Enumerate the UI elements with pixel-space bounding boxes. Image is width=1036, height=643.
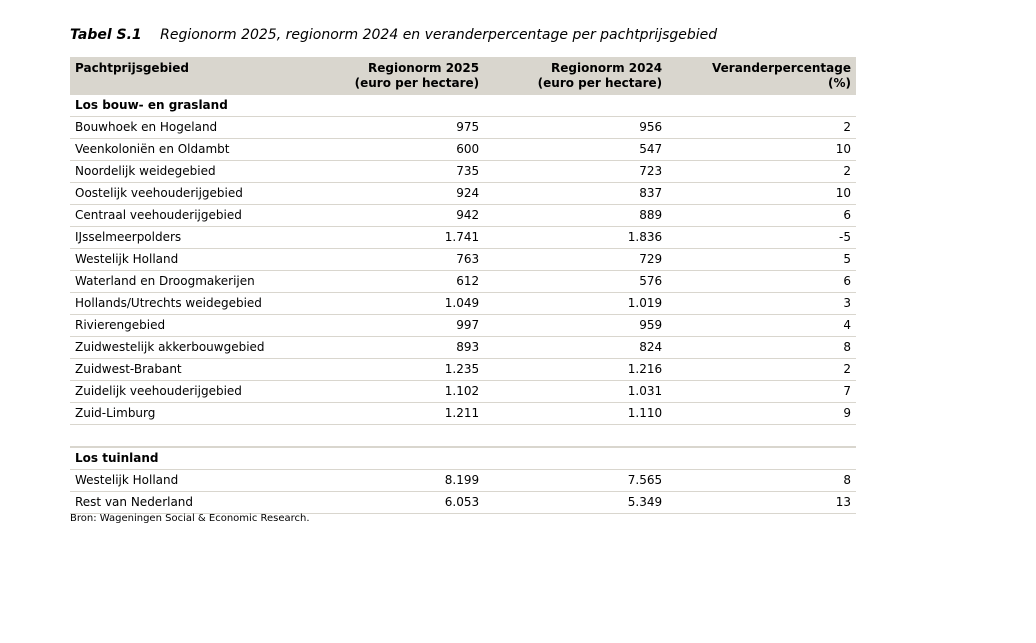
column-header-label: Pachtprijsgebied — [75, 61, 189, 75]
cell-pct: 2 — [667, 117, 856, 139]
spacer-cell — [70, 425, 856, 448]
cell-norm2025: 975 — [280, 117, 484, 139]
cell-pct: 6 — [667, 205, 856, 227]
cell-gebied: Hollands/Utrechts weidegebied — [70, 293, 280, 315]
cell-gebied: Zuidwest-Brabant — [70, 359, 280, 381]
cell-norm2025: 735 — [280, 161, 484, 183]
column-header-unit: (euro per hectare) — [537, 76, 663, 90]
table-row — [70, 403, 856, 425]
cell-gebied: Noordelijk weidegebied — [70, 161, 280, 183]
cell-norm2024: 1.110 — [484, 403, 667, 425]
cell-gebied: Waterland en Droogmakerijen — [70, 271, 280, 293]
table-row — [70, 205, 856, 227]
table-row — [70, 359, 856, 381]
cell-gebied: Rivierengebied — [70, 315, 280, 337]
cell-norm2025: 924 — [280, 183, 484, 205]
table-row — [70, 117, 856, 139]
column-header-label: Regionorm 2024 — [551, 61, 663, 75]
cell-norm2024: 1.836 — [484, 227, 667, 249]
cell-pct: 8 — [667, 470, 856, 492]
cell-norm2024: 837 — [484, 183, 667, 205]
column-header-veranderpercentage — [667, 57, 856, 95]
section-title: Los bouw- en grasland — [70, 95, 856, 117]
cell-gebied: Bouwhoek en Hogeland — [70, 117, 280, 139]
cell-norm2024: 956 — [484, 117, 667, 139]
table-row — [70, 227, 856, 249]
cell-norm2024: 547 — [484, 139, 667, 161]
table-label: Tabel S.1 — [70, 27, 142, 43]
cell-gebied: Westelijk Holland — [70, 470, 280, 492]
table-row — [70, 271, 856, 293]
cell-pct: 10 — [667, 183, 856, 205]
table-row — [70, 381, 856, 403]
column-header-unit: (euro per hectare) — [354, 76, 480, 90]
cell-norm2025: 1.211 — [280, 403, 484, 425]
cell-norm2025: 1.235 — [280, 359, 484, 381]
cell-pct: -5 — [667, 227, 856, 249]
cell-pct: 9 — [667, 403, 856, 425]
cell-norm2025: 763 — [280, 249, 484, 271]
cell-norm2025: 600 — [280, 139, 484, 161]
cell-norm2024: 1.216 — [484, 359, 667, 381]
column-header-regionorm-2024 — [484, 57, 667, 95]
cell-norm2024: 889 — [484, 205, 667, 227]
table-row — [70, 337, 856, 359]
table-row — [70, 470, 856, 492]
cell-pct: 8 — [667, 337, 856, 359]
section-spacer — [70, 425, 856, 448]
cell-gebied: Zuidwestelijk akkerbouwgebied — [70, 337, 280, 359]
cell-norm2025: 997 — [280, 315, 484, 337]
cell-gebied: Oostelijk veehouderijgebied — [70, 183, 280, 205]
cell-pct: 2 — [667, 359, 856, 381]
cell-norm2025: 1.741 — [280, 227, 484, 249]
table-row — [70, 161, 856, 183]
section-header-row — [70, 95, 856, 117]
cell-norm2024: 723 — [484, 161, 667, 183]
column-header-label: Veranderpercentage — [712, 61, 851, 75]
cell-norm2024: 7.565 — [484, 470, 667, 492]
cell-norm2024: 5.349 — [484, 492, 667, 514]
cell-gebied: Westelijk Holland — [70, 249, 280, 271]
table-caption — [70, 27, 717, 43]
section-title: Los tuinland — [70, 447, 856, 470]
table-row — [70, 183, 856, 205]
cell-norm2025: 1.102 — [280, 381, 484, 403]
cell-gebied: IJsselmeerpolders — [70, 227, 280, 249]
cell-pct: 5 — [667, 249, 856, 271]
section-header-row — [70, 447, 856, 470]
cell-gebied: Centraal veehouderijgebied — [70, 205, 280, 227]
cell-pct: 13 — [667, 492, 856, 514]
header-row — [70, 57, 856, 95]
cell-pct: 4 — [667, 315, 856, 337]
table-row — [70, 315, 856, 337]
table-body — [70, 95, 856, 514]
cell-norm2024: 959 — [484, 315, 667, 337]
table-row — [70, 293, 856, 315]
cell-norm2024: 576 — [484, 271, 667, 293]
table-row — [70, 492, 856, 514]
column-header-regionorm-2025 — [280, 57, 484, 95]
cell-norm2025: 6.053 — [280, 492, 484, 514]
cell-norm2025: 893 — [280, 337, 484, 359]
source-note: Bron: Wageningen Social & Economic Research. — [70, 513, 310, 524]
column-header-pachtprijsgebied — [70, 57, 280, 95]
column-header-unit: (%) — [828, 76, 851, 90]
table-title: Regionorm 2025, regionorm 2024 en veranderpercentage per pachtprijsgebied — [160, 27, 718, 43]
cell-gebied: Zuidelijk veehouderijgebied — [70, 381, 280, 403]
cell-pct: 6 — [667, 271, 856, 293]
cell-pct: 2 — [667, 161, 856, 183]
cell-norm2024: 824 — [484, 337, 667, 359]
cell-norm2024: 729 — [484, 249, 667, 271]
table-row — [70, 139, 856, 161]
cell-pct: 7 — [667, 381, 856, 403]
cell-gebied: Zuid-Limburg — [70, 403, 280, 425]
cell-norm2024: 1.031 — [484, 381, 667, 403]
cell-pct: 3 — [667, 293, 856, 315]
cell-norm2025: 612 — [280, 271, 484, 293]
table-row — [70, 249, 856, 271]
cell-norm2025: 942 — [280, 205, 484, 227]
cell-gebied: Veenkoloniën en Oldambt — [70, 139, 280, 161]
cell-norm2025: 1.049 — [280, 293, 484, 315]
cell-gebied: Rest van Nederland — [70, 492, 280, 514]
cell-pct: 10 — [667, 139, 856, 161]
column-header-label: Regionorm 2025 — [367, 61, 480, 75]
cell-norm2024: 1.019 — [484, 293, 667, 315]
cell-norm2025: 8.199 — [280, 470, 484, 492]
regionorm-table — [70, 57, 856, 514]
